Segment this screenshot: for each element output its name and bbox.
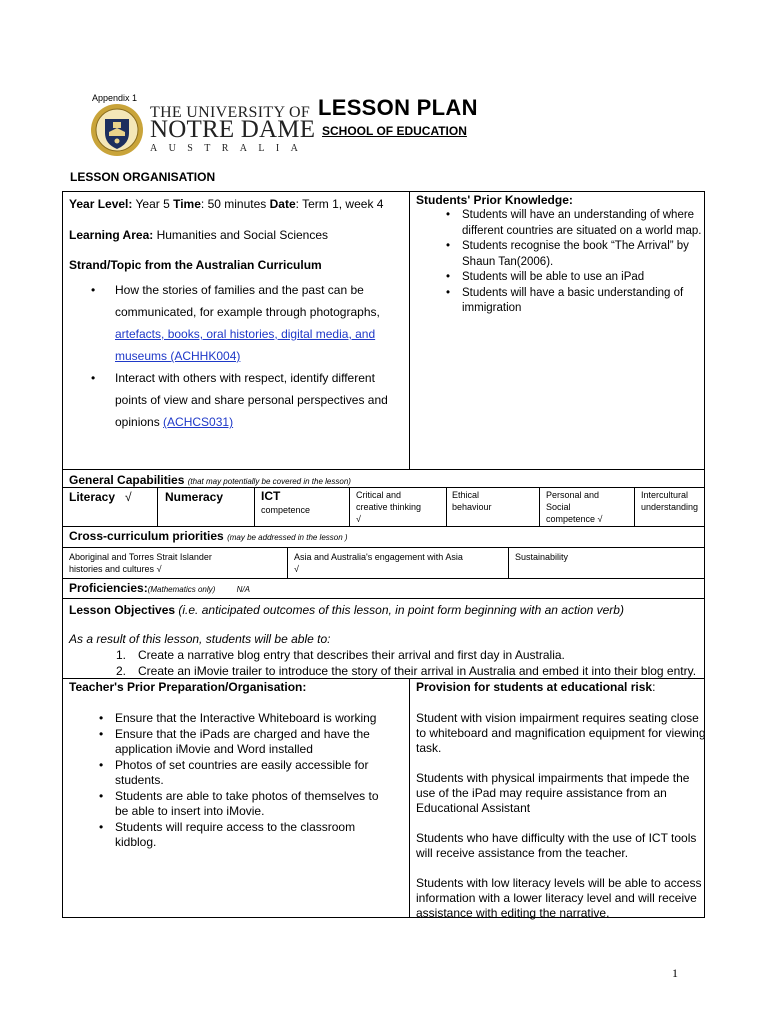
appendix-label: Appendix 1: [92, 93, 138, 103]
university-name-line1: THE UNIVERSITY OF: [150, 104, 311, 121]
tick-icon: √: [156, 564, 162, 574]
capability-intercultural: Intercultural understanding: [641, 490, 699, 512]
proficiencies-value: N/A: [236, 585, 250, 594]
proficiencies-row: [69, 581, 250, 595]
year-level-value: Year 5: [135, 197, 170, 211]
strand-item-text: opinions: [115, 415, 164, 429]
general-capabilities-label: General Capabilities: [69, 473, 185, 487]
teacher-prep-list: [115, 711, 379, 851]
learning-area-row: [69, 228, 328, 242]
university-name-line3: AUSTRALIA: [150, 143, 310, 154]
priority-sustainability: Sustainability: [515, 552, 569, 562]
provision-paragraph: Student with vision impairment requires seating close to whiteboard and magnification equipment for viewing task.: [416, 711, 706, 755]
objectives-label: Lesson Objectives: [69, 603, 176, 617]
proficiencies-note: (Mathematics only): [147, 585, 216, 594]
proficiencies-label: Proficiencies:: [69, 581, 148, 595]
list-item: • Students will have an understanding of where different countries are situated on a world map.: [462, 208, 702, 239]
priority-aboriginal: Aboriginal and Torres Strait Islander histories and cultures √: [69, 552, 212, 574]
time-label: Time: [173, 197, 201, 211]
section-heading: LESSON ORGANISATION: [70, 170, 216, 184]
learning-area-label: Learning Area:: [69, 228, 154, 242]
year-level-row: [69, 197, 383, 211]
bullet-icon: •: [91, 371, 96, 385]
objectives-heading: [69, 603, 624, 617]
provision-heading: Provision for students at educational risk:: [416, 680, 656, 694]
tick-icon: √: [597, 514, 603, 524]
capability-ethical: Ethical behaviour: [452, 490, 492, 512]
provision-paragraph: Students with physical impairments that impede the use of the iPad may require assistance from an Educational Assistant: [416, 771, 690, 815]
learning-area-value: Humanities and Social Sciences: [156, 228, 329, 242]
university-name-line2: NOTRE DAME: [150, 116, 316, 143]
objective-item-2: 2. Create an iMovie trailer to introduce the story of their arrival in Australia and embed it into their blog entry.: [116, 664, 697, 678]
capability-ict: ICT: [261, 489, 281, 503]
tick-icon: √: [356, 514, 361, 524]
list-item: • Students will have a basic understanding of immigration: [462, 286, 702, 317]
priority-asia: Asia and Australia's engagement with Asia √: [294, 552, 463, 574]
curriculum-link[interactable]: museums (ACHHK004): [115, 349, 241, 363]
list-item: • Students are able to take photos of themselves to be able to insert into iMovie.: [115, 789, 379, 820]
capability-critical: Critical and creative thinking √: [356, 490, 422, 524]
cross-curriculum-note: (may be addressed in the lesson ): [227, 533, 348, 542]
list-item: • Students will be able to use an iPad: [462, 270, 702, 286]
provision-paragraph: Students with low literacy levels will be able to access information with a lower literacy level and will receive assistance with editing the narrative.: [416, 876, 702, 920]
general-capabilities-heading: [69, 473, 351, 487]
list-item: • Ensure that the iPads are charged and have the application iMovie and Word installed: [115, 727, 379, 758]
cross-curriculum-heading: [69, 529, 348, 543]
bullet-icon: •: [91, 283, 96, 297]
capability-ict-sub: competence: [261, 505, 311, 515]
list-item: • Students recognise the book “The Arrival” by Shaun Tan(2006).: [462, 239, 702, 270]
capability-literacy: Literacy √: [69, 490, 132, 504]
strand-item-text: communicated, for example through photographs,: [115, 305, 380, 319]
prior-knowledge-heading: Students' Prior Knowledge:: [416, 193, 573, 207]
year-level-label: Year Level:: [69, 197, 133, 211]
page-subtitle: SCHOOL OF EDUCATION: [322, 124, 467, 138]
teacher-prep-heading: Teacher's Prior Preparation/Organisation:: [69, 680, 307, 694]
strand-label: Strand/Topic from the Australian Curriculum: [69, 258, 322, 272]
list-item: [91, 367, 388, 433]
curriculum-link[interactable]: artefacts, books, oral histories, digital media, and: [115, 327, 376, 341]
strand-item-text: Interact with others with respect, identify different: [115, 371, 375, 385]
provision-paragraphs: [416, 711, 706, 921]
curriculum-link[interactable]: (ACHCS031): [163, 415, 234, 429]
objectives-note: (i.e. anticipated outcomes of this lesson, in point form beginning with an action verb): [178, 603, 624, 617]
page-title: LESSON PLAN: [318, 95, 478, 120]
tick-icon: √: [294, 564, 299, 574]
provision-paragraph: Students who have difficulty with the use of ICT tools will receive assistance from the teacher.: [416, 831, 697, 860]
page-number: 1: [672, 966, 678, 980]
time-value: : 50 minutes: [200, 197, 267, 211]
prior-knowledge-list: [462, 208, 702, 317]
list-item: • Ensure that the Interactive Whiteboard is working: [115, 711, 379, 727]
general-capabilities-note: (that may potentially be covered in the lesson): [187, 477, 351, 486]
tick-icon: √: [125, 490, 132, 504]
list-item: • Photos of set countries are easily accessible for students.: [115, 758, 379, 789]
objectives-intro: As a result of this lesson, students will be able to:: [69, 632, 331, 646]
capability-numeracy: Numeracy: [165, 490, 224, 504]
university-crest-icon: [90, 103, 144, 157]
date-value: : Term 1, week 4: [295, 197, 384, 211]
date-label: Date: [269, 197, 296, 211]
list-item: [91, 279, 388, 367]
capability-personal: Personal and Social competence √: [546, 490, 603, 524]
objective-item-1: 1. Create a narrative blog entry that describes their arrival and first day in Australia.: [116, 648, 565, 662]
strand-item-text: points of view and share personal perspectives and: [115, 393, 388, 407]
list-item: • Students will require access to the classroom kidblog.: [115, 820, 379, 851]
strand-list: [91, 279, 388, 433]
cross-curriculum-label: Cross-curriculum priorities: [69, 529, 224, 543]
strand-item-text: How the stories of families and the past can be: [115, 283, 364, 297]
